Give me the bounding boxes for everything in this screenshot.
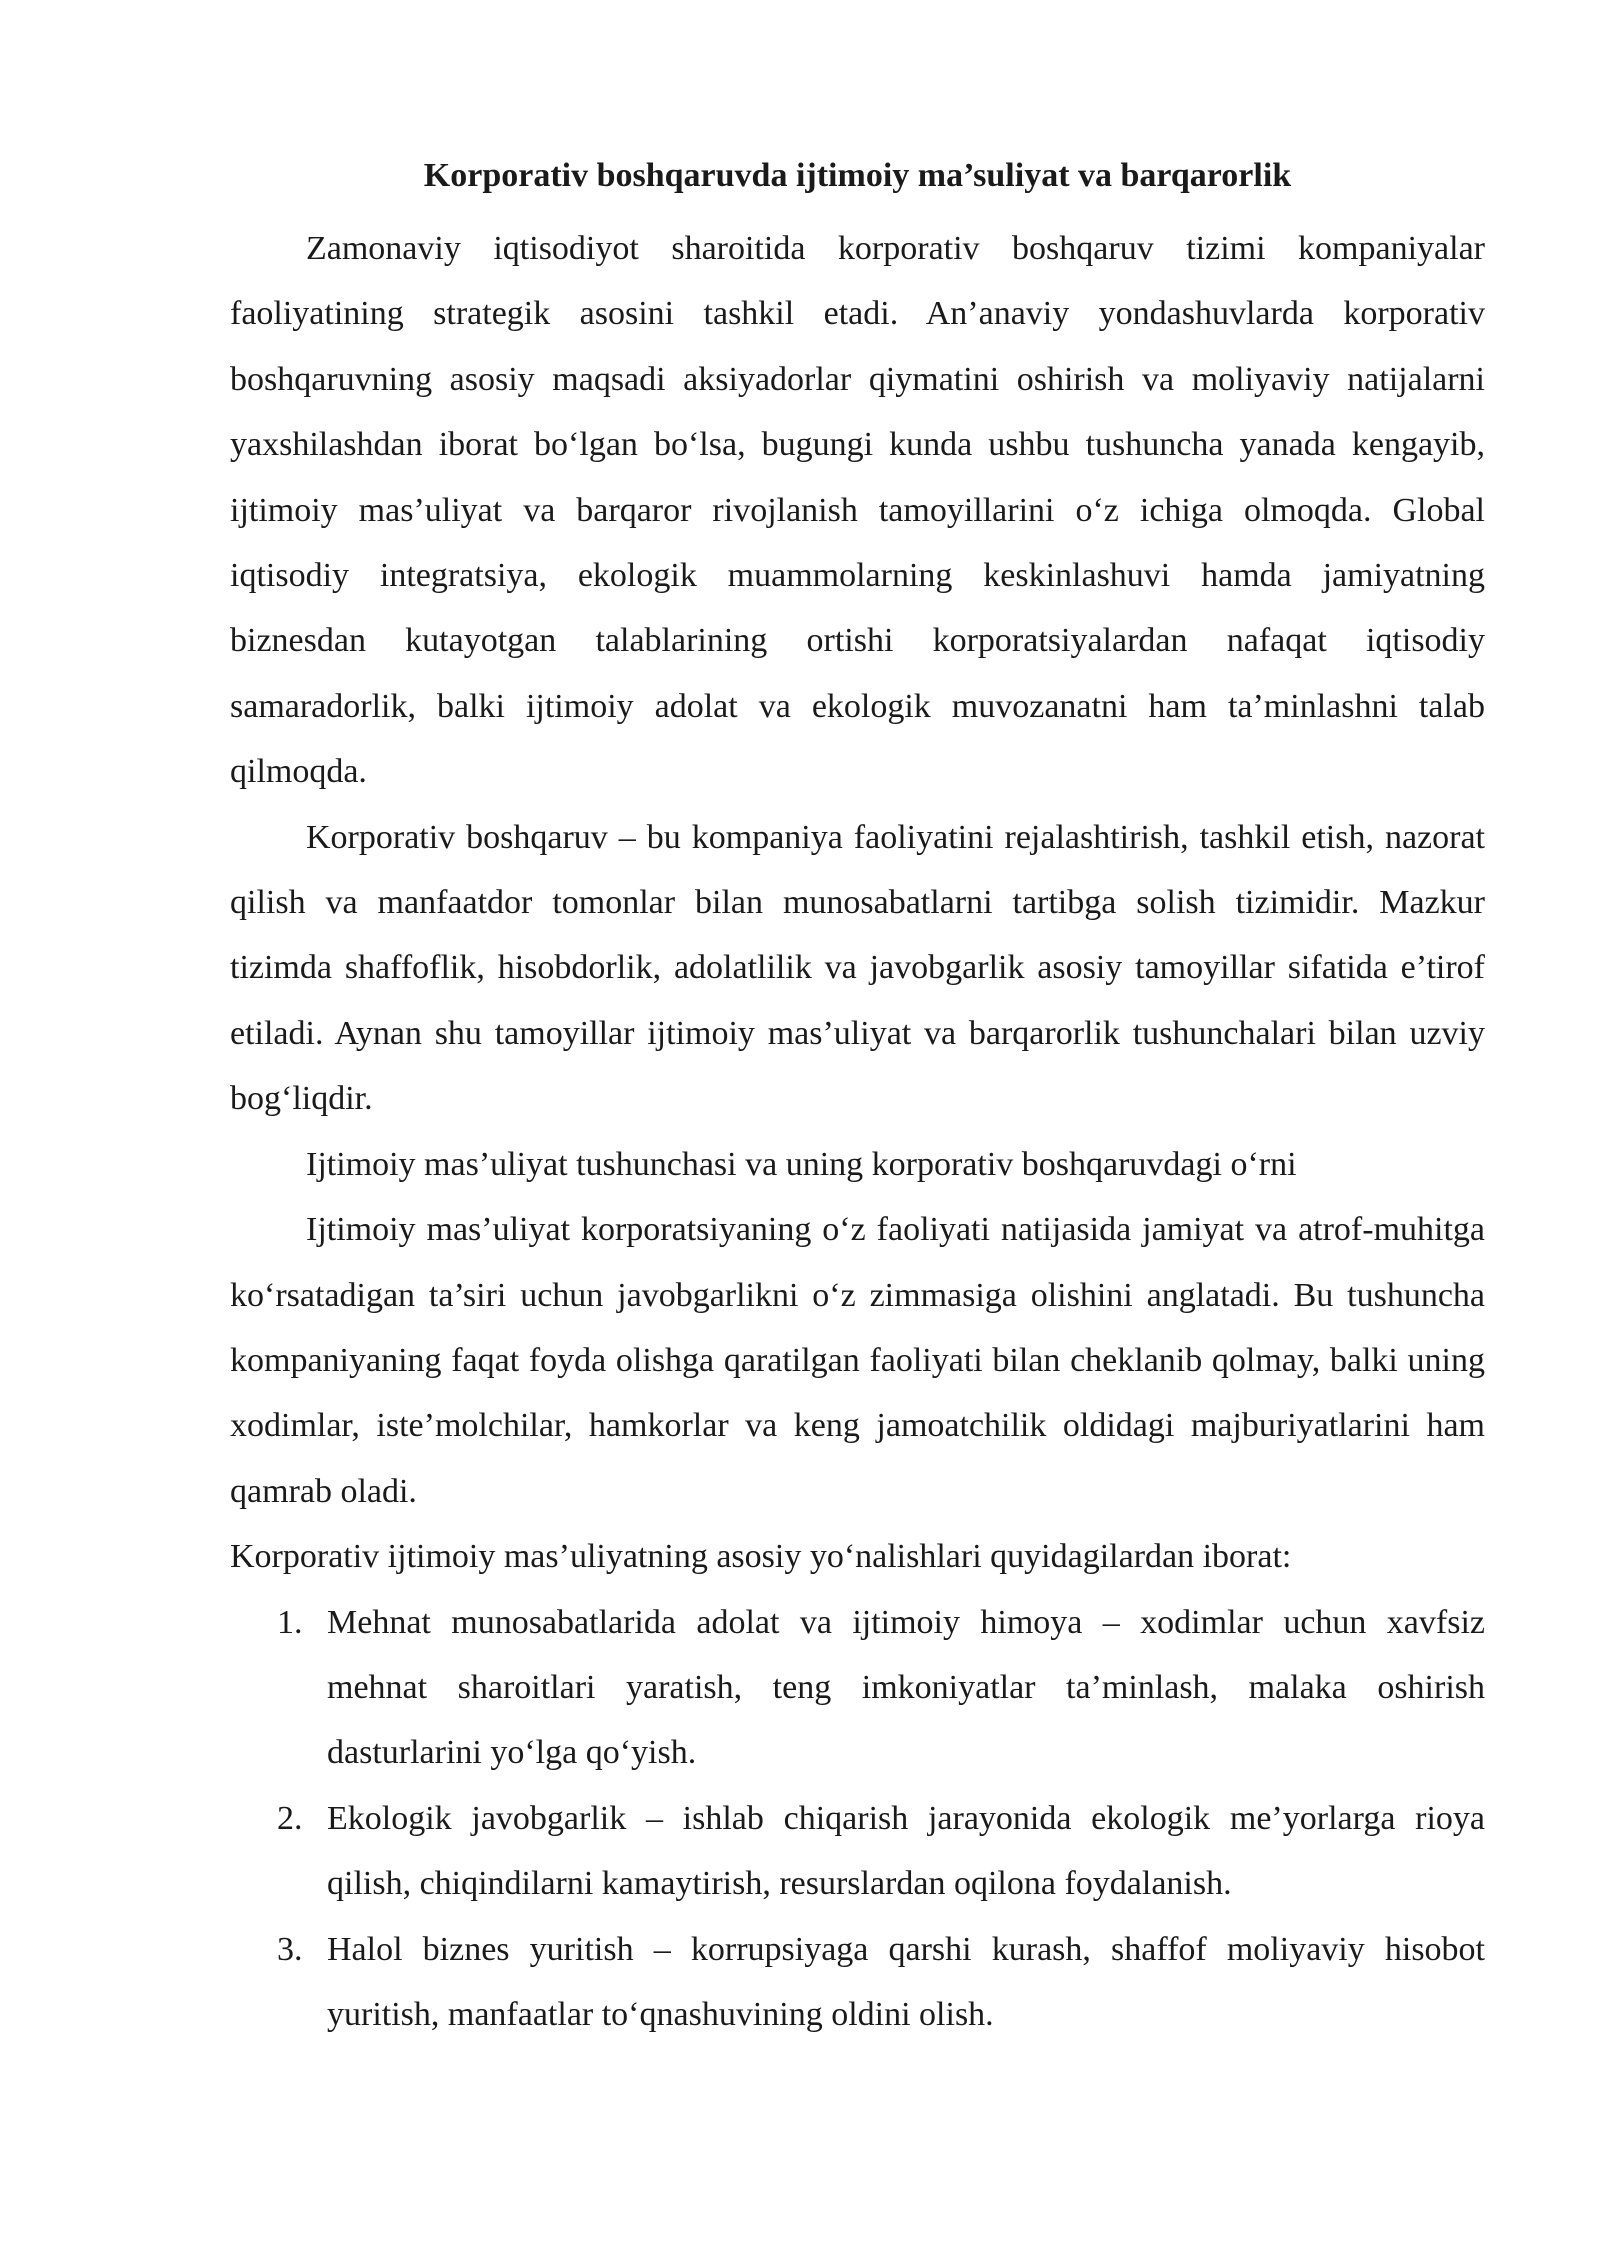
list-item-text: Mehnat munosabatlarida adolat va ijtimoiy himoya – xodimlar uchun xavfsiz mehnat sharoitlari yaratish, teng imkoniyatlar ta’minlash, malaka oshirish dasturlarini yoʻlga qoʻyish. xyxy=(327,1603,1485,1772)
section-heading: Ijtimoiy mas’uliyat tushunchasi va uning korporativ boshqaruvdagi oʻrni xyxy=(306,1145,1297,1183)
list-item xyxy=(230,1917,1485,2048)
document-page xyxy=(230,148,1485,2047)
list-item xyxy=(230,1590,1485,1786)
list-item-number: 2. xyxy=(277,1799,303,1837)
document-title: Korporativ boshqaruvda ijtimoiy ma’suliyat va barqarorlik xyxy=(423,157,1292,194)
list-item-text: Halol biznes yuritish – korrupsiyaga qarshi kurash, shaffof moliyaviy hisobot yuritish, manfaatlar toʻqnashuvining oldini olish. xyxy=(327,1930,1485,2033)
list-item-number: 1. xyxy=(277,1603,303,1641)
list-item xyxy=(230,1786,1485,1917)
paragraph-intro: Zamonaviy iqtisodiyot sharoitida korporativ boshqaruv tizimi kompaniyalar faoliyatining strategik asosini tashkil etadi. An’anaviy yondashuvlarda korporativ boshqaruvning asosiy maqsadi aksiyadorlar qiymatini oshirish va moliyaviy natijalarni yaxshilashdan iborat boʻlgan boʻlsa, bugungi kunda ushbu tushuncha yanada kengayib, ijtimoiy mas’uliyat va barqaror rivojlanish tamoyillarini oʻz ichiga olmoqda. Global iqtisodiy integratsiya, ekologik muammolarning keskinlashuvi hamda jamiyatning biznesdan kutayotgan talablarining ortishi korporatsiyalardan nafaqat iqtisodiy samaradorlik, balki ijtimoiy adolat va ekologik muvozanatni ham ta’minlashni talab qilmoqda. xyxy=(230,230,1485,791)
list-item-number: 3. xyxy=(277,1930,303,1968)
list-intro: Korporativ ijtimoiy mas’uliyatning asosiy yoʻnalishlari quyidagilardan iborat: xyxy=(230,1538,1292,1576)
paragraph-definition: Korporativ boshqaruv – bu kompaniya faoliyatini rejalashtirish, tashkil etish, nazorat qilish va manfaatdor tomonlar bilan munosabatlarni tartibga solish tizimidir. Mazkur tizimda shaffoflik, hisobdorlik, adolatlilik va javobgarlik asosiy tamoyillar sifatida e’tirof etiladi. Aynan shu tamoyillar ijtimoiy mas’uliyat va barqarorlik tushunchalari bilan uzviy bogʻliqdir. xyxy=(230,818,1485,1118)
paragraph-responsibility: Ijtimoiy mas’uliyat korporatsiyaning oʻz faoliyati natijasida jamiyat va atrof-muhitga koʻrsatadigan ta’siri uchun javobgarlikni oʻz zimmasiga olishini anglatadi. Bu tushuncha kompaniyaning faqat foyda olishga qaratilgan faoliyati bilan cheklanib qolmay, balki uning xodimlar, iste’molchilar, hamkorlar va keng jamoatchilik oldidagi majburiyatlarini ham qamrab oladi. xyxy=(230,1211,1485,1510)
list-item-text: Ekologik javobgarlik – ishlab chiqarish jarayonida ekologik me’yorlarga rioya qilish, chiqindilarni kamaytirish, resurslardan oqilona foydalanish. xyxy=(327,1799,1485,1903)
numbered-list xyxy=(230,1590,1485,2048)
